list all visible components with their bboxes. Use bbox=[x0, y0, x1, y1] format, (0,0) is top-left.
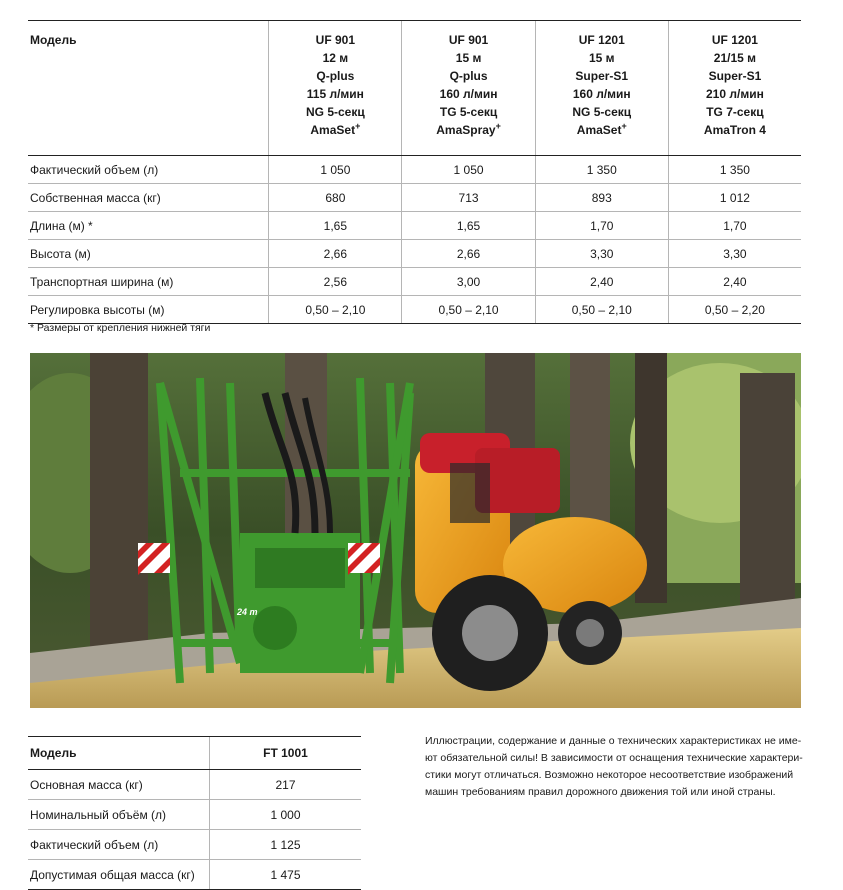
sprayer-photo bbox=[30, 353, 801, 708]
row-label: Длина (м) * bbox=[28, 212, 269, 240]
disclaimer-line: машин требованиям правил дорожного движения той или иной страны. bbox=[425, 786, 776, 798]
model-line-last bbox=[269, 121, 401, 139]
model-line: NG 5-секц bbox=[305, 105, 365, 119]
table-row bbox=[28, 156, 801, 184]
row-value: 3,30 bbox=[668, 240, 801, 268]
model-line: 12 м bbox=[322, 51, 349, 65]
row-value: 1 050 bbox=[402, 156, 535, 184]
row-label: Номинальный объём (л) bbox=[28, 800, 210, 830]
table-row bbox=[28, 268, 801, 296]
spec-table-header bbox=[28, 21, 801, 156]
model-line: TG 7-секц bbox=[706, 105, 764, 119]
row-value: 1,65 bbox=[402, 212, 535, 240]
model-line: NG 5-секц bbox=[572, 105, 632, 119]
row-value: 893 bbox=[535, 184, 668, 212]
model-line: Q-plus bbox=[449, 69, 488, 83]
model-line: 21/15 м bbox=[713, 51, 757, 65]
row-value: 3,30 bbox=[535, 240, 668, 268]
row-value: 1 475 bbox=[210, 860, 362, 890]
row-value: 2,56 bbox=[269, 268, 402, 296]
row-value: 0,50 – 2,20 bbox=[668, 296, 801, 324]
footnote: * Размеры от крепления нижней тяги bbox=[30, 322, 211, 334]
row-label: Фактический объем (л) bbox=[28, 830, 210, 860]
ft-model-name: FT 1001 bbox=[210, 737, 362, 770]
row-label: Собственная масса (кг) bbox=[28, 184, 269, 212]
model-line: Super-S1 bbox=[708, 69, 762, 83]
sprayer-illustration bbox=[30, 353, 801, 708]
row-value: 713 bbox=[402, 184, 535, 212]
model-header-label: Модель bbox=[28, 21, 269, 156]
row-value: 0,50 – 2,10 bbox=[535, 296, 668, 324]
model-column-2 bbox=[535, 21, 668, 156]
row-value: 0,50 – 2,10 bbox=[269, 296, 402, 324]
table-row bbox=[28, 800, 361, 830]
row-label: Транспортная ширина (м) bbox=[28, 268, 269, 296]
model-plus: + bbox=[621, 121, 627, 131]
row-value: 2,40 bbox=[535, 268, 668, 296]
model-column-1 bbox=[402, 21, 535, 156]
row-value: 1 050 bbox=[269, 156, 402, 184]
model-line: 160 л/мин bbox=[572, 87, 631, 101]
row-value: 1 350 bbox=[535, 156, 668, 184]
model-line: UF 1201 bbox=[711, 33, 758, 47]
row-value: 1 125 bbox=[210, 830, 362, 860]
row-value: 2,40 bbox=[668, 268, 801, 296]
model-plus: + bbox=[355, 121, 361, 131]
disclaimer-line: ют обязательной силы! В зависимости от оснащения технические характери- bbox=[425, 752, 803, 764]
model-line: Q-plus bbox=[316, 69, 355, 83]
row-value: 1 350 bbox=[668, 156, 801, 184]
model-line-last bbox=[669, 121, 801, 139]
model-line-last bbox=[536, 121, 668, 139]
table-row bbox=[28, 212, 801, 240]
ft-table-header bbox=[28, 737, 361, 770]
model-column-3 bbox=[668, 21, 801, 156]
row-value: 2,66 bbox=[269, 240, 402, 268]
model-terminal: AmaSet bbox=[310, 123, 356, 137]
model-line: 210 л/мин bbox=[706, 87, 764, 101]
row-label: Допустимая общая масса (кг) bbox=[28, 860, 210, 890]
model-line: 115 л/мин bbox=[306, 87, 364, 101]
model-line: 160 л/мин bbox=[439, 87, 498, 101]
ft-table bbox=[28, 736, 361, 890]
row-value: 2,66 bbox=[402, 240, 535, 268]
row-value: 0,50 – 2,10 bbox=[402, 296, 535, 324]
table-row bbox=[28, 240, 801, 268]
model-terminal: AmaTron 4 bbox=[703, 123, 766, 137]
table-row bbox=[28, 860, 361, 890]
model-line: Super-S1 bbox=[575, 69, 629, 83]
disclaimer-line: стики могут отличаться. Возможно некоторое несоответствие изображений bbox=[425, 769, 794, 781]
model-line: UF 1201 bbox=[578, 33, 625, 47]
row-value: 217 bbox=[210, 770, 362, 800]
model-terminal: AmaSpray bbox=[436, 123, 496, 137]
row-label: Регулировка высоты (м) bbox=[28, 296, 269, 324]
model-line: 15 м bbox=[588, 51, 615, 65]
row-value: 1 012 bbox=[668, 184, 801, 212]
disclaimer-text bbox=[425, 733, 803, 801]
model-plus: + bbox=[495, 121, 501, 131]
row-label: Основная масса (кг) bbox=[28, 770, 210, 800]
boom-label: 24 m bbox=[237, 607, 258, 617]
row-value: 1,70 bbox=[668, 212, 801, 240]
model-line: UF 901 bbox=[315, 33, 356, 47]
model-line: 15 м bbox=[455, 51, 482, 65]
model-line: UF 901 bbox=[448, 33, 489, 47]
model-line: TG 5-секц bbox=[439, 105, 498, 119]
row-value: 680 bbox=[269, 184, 402, 212]
row-label: Фактический объем (л) bbox=[28, 156, 269, 184]
ft-model-header-label: Модель bbox=[28, 737, 210, 770]
table-row bbox=[28, 830, 361, 860]
row-value: 1,65 bbox=[269, 212, 402, 240]
row-label: Высота (м) bbox=[28, 240, 269, 268]
model-column-0 bbox=[269, 21, 402, 156]
row-value: 3,00 bbox=[402, 268, 535, 296]
table-row bbox=[28, 770, 361, 800]
model-line-last bbox=[402, 121, 534, 139]
spec-table bbox=[28, 20, 801, 324]
model-terminal: AmaSet bbox=[576, 123, 622, 137]
disclaimer-line: Иллюстрации, содержание и данные о технических характеристиках не име- bbox=[425, 735, 802, 747]
row-value: 1,70 bbox=[535, 212, 668, 240]
table-row bbox=[28, 184, 801, 212]
row-value: 1 000 bbox=[210, 800, 362, 830]
table-row bbox=[28, 296, 801, 324]
